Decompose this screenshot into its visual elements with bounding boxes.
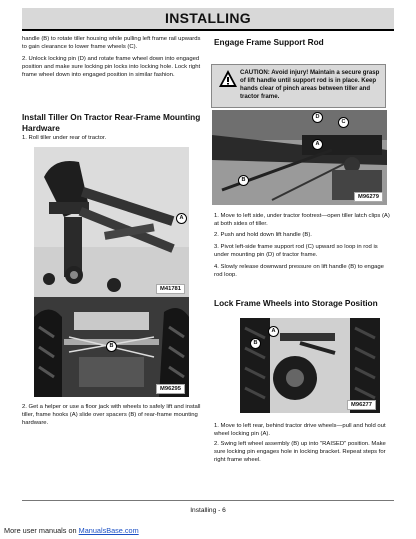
caution-box — [211, 64, 386, 108]
figure-tiller-rear — [34, 147, 189, 297]
engage-step-4: 4. Slowly release downward pressure on lift handle (B) to engage rod loop. — [214, 264, 384, 278]
continued-paragraph: handle (B) to rotate tiller housing while pulling left frame rail upwards to gain clearance to lower frame wheels (C). — [22, 36, 201, 50]
header-bar — [22, 8, 394, 31]
step-2-paragraph: 2. Unlock locking pin (D) and rotate frame wheel down into engaged position and make sure locking pin locks into locking hole. Lock right frame wheel down into engaged position in similar fashion. — [22, 56, 201, 78]
more-manuals-text: More user manuals on — [4, 526, 79, 535]
more-manuals-banner — [4, 526, 139, 535]
section-heading-install-tiller: Install Tiller On Tractor Rear-Frame Mounting Hardware — [22, 112, 201, 133]
figure-id: M96279 — [354, 192, 383, 202]
frame-wheels-illustration — [240, 318, 380, 413]
figure-id: M96295 — [156, 384, 185, 394]
step-2-helper-paragraph: 2. Get a helper or use a floor jack with wheels to safely lift and install tiller, frame hooks (A) slide over spacers (B) of rear-frame mounting hardware. — [22, 404, 201, 426]
footer-divider — [22, 500, 394, 501]
section-heading-engage-frame: Engage Frame Support Rod — [214, 37, 324, 47]
caution-text: CAUTION: Avoid injury! Maintain a secure grasp of lift handle until support rod is in place. Keep hands clear of pinch areas between tiller and tractor frame. — [240, 69, 380, 100]
callout-a: A — [268, 326, 279, 337]
engage-step-1: 1. Move to left side, under tractor footrest—open tiller latch clips (A) at both sides of tiller. — [214, 213, 390, 227]
callout-b: B — [238, 175, 249, 186]
engage-step-2: 2. Push and hold down lift handle (B). — [214, 232, 312, 238]
frame-support-illustration — [212, 110, 387, 205]
figure-frame-support-rod — [212, 110, 387, 205]
manualsbase-link[interactable]: ManualsBase.com — [78, 526, 139, 535]
figure-id: M41781 — [156, 284, 185, 294]
figure-frame-hooks — [34, 297, 189, 397]
figure-frame-wheels-storage — [240, 318, 380, 413]
page-number: Installing - 6 — [190, 507, 226, 514]
callout-c: C — [338, 117, 349, 128]
warning-triangle-icon — [218, 69, 238, 89]
callout-d: D — [312, 112, 323, 123]
lock-step-2: 2. Swing left wheel assembly (B) up into "RAISED" position. Make sure locking pin engages hole in locking bracket. Repeat steps for right frame wheel. — [214, 441, 386, 463]
lock-step-1: 1. Move to left rear, behind tractor drive wheels—pull and hold out wheel locking pin (A). — [214, 423, 386, 437]
tiller-rear-illustration — [34, 147, 189, 297]
section-heading-lock-wheels: Lock Frame Wheels into Storage Position — [214, 298, 378, 308]
callout-b: B — [250, 338, 261, 349]
engage-step-3: 3. Pivot left-side frame support rod (C) upward so loop in rod is under mounting pin (D) of tractor frame. — [214, 244, 378, 258]
figure-id: M96277 — [347, 400, 376, 410]
callout-a: A — [176, 213, 187, 224]
callout-b: B — [106, 341, 117, 352]
page-title: INSTALLING — [165, 10, 251, 26]
step-1-roll-tiller: 1. Roll tiller under rear of tractor. — [22, 135, 107, 141]
callout-a: A — [312, 139, 323, 150]
